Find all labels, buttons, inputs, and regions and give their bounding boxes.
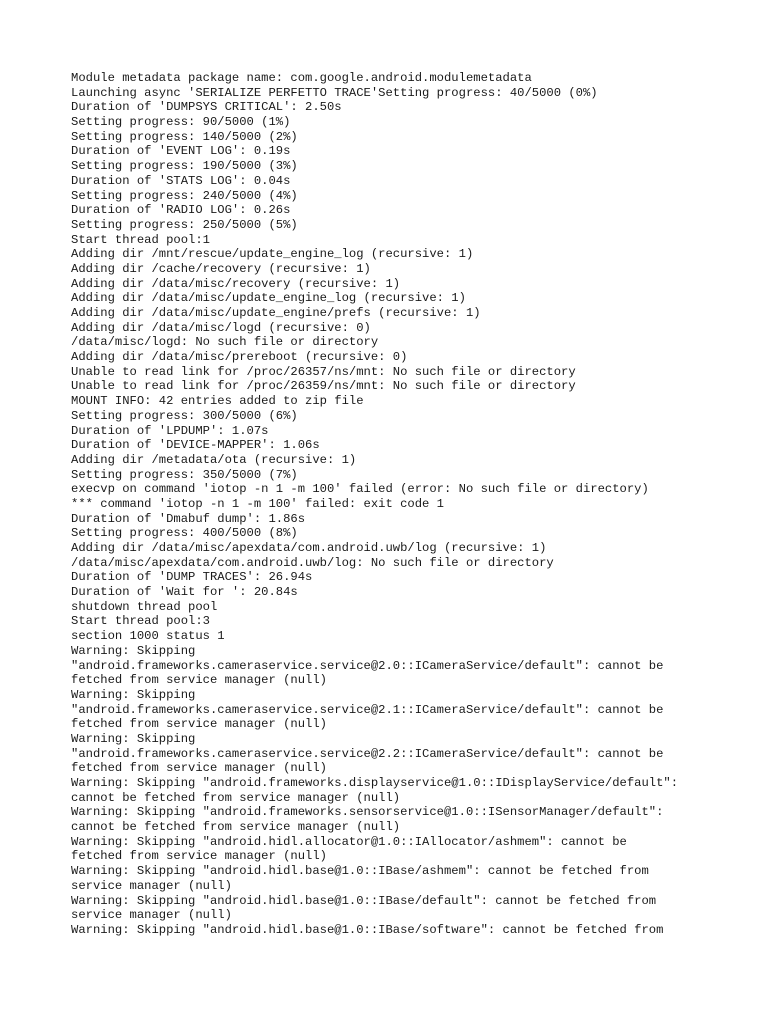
log-line: Duration of 'LPDUMP': 1.07s <box>71 423 269 438</box>
log-line: Setting progress: 350/5000 (7%) <box>71 467 298 482</box>
log-line: Adding dir /data/misc/update_engine/prefs (recursive: 1) <box>71 306 481 320</box>
log-line: Warning: Skipping "android.hidl.base@1.0::IBase/ashmem": cannot be fetched from <box>71 864 649 879</box>
log-line: Duration of 'Dmabuf dump': 1.86s <box>71 511 306 526</box>
log-line: *** command 'iotop -n 1 -m 100' failed: exit code 1 <box>71 496 444 511</box>
log-line: cannot be fetched from service manager (null) <box>71 790 401 805</box>
log-line: Duration of 'EVENT LOG': 0.19s <box>71 144 291 159</box>
log-line: fetched from service manager (null) <box>71 673 327 688</box>
log-line: Duration of 'DUMP TRACES': 26.94s <box>71 570 313 585</box>
log-line: Setting progress: 400/5000 (8%) <box>71 526 298 541</box>
log-line: Duration of 'DUMPSYS CRITICAL': 2.50s <box>71 100 342 115</box>
log-line: Adding dir /data/misc/apexdata/com.android.uwb/log (recursive: 1) <box>71 541 547 555</box>
log-line: cannot be fetched from service manager (null) <box>71 820 401 835</box>
log-line: Warning: Skipping "android.hidl.base@1.0::IBase/default": cannot be fetched from <box>71 893 657 908</box>
log-line: Warning: Skipping "android.hidl.allocator@1.0::IAllocator/ashmem": cannot be <box>71 834 627 849</box>
log-line: Setting progress: 140/5000 (2%) <box>71 129 298 144</box>
log-line: fetched from service manager (null) <box>71 761 327 776</box>
log-line: Warning: Skipping "android.frameworks.sensorservice@1.0::ISensorManager/default": <box>71 805 664 820</box>
log-line: Warning: Skipping "android.hidl.base@1.0::IBase/software": cannot be fetched from <box>71 922 664 937</box>
log-line: service manager (null) <box>71 878 232 893</box>
log-line: Start thread pool:3 <box>71 614 210 629</box>
log-line: Setting progress: 90/5000 (1%) <box>71 115 291 130</box>
log-line: Warning: Skipping <box>71 731 196 746</box>
log-line: Adding dir /data/misc/update_engine_log (recursive: 1) <box>71 291 466 306</box>
log-line: Setting progress: 240/5000 (4%) <box>71 188 298 203</box>
log-line: fetched from service manager (null) <box>71 849 327 864</box>
log-line: MOUNT INFO: 42 entries added to zip file <box>71 394 364 409</box>
log-line: Module metadata package name: com.google.android.modulemetadata <box>71 71 532 85</box>
log-document <box>71 71 711 938</box>
log-line: Setting progress: 300/5000 (6%) <box>71 408 298 423</box>
log-line: "android.frameworks.cameraservice.service@2.1::ICameraService/default": cannot be <box>71 702 664 717</box>
log-line: Warning: Skipping "android.frameworks.displayservice@1.0::IDisplayService/default": <box>71 776 679 790</box>
log-line: Adding dir /data/misc/logd (recursive: 0) <box>71 320 371 335</box>
log-line: Adding dir /mnt/rescue/update_engine_log (recursive: 1) <box>71 247 474 262</box>
log-line: Start thread pool:1 <box>71 232 210 247</box>
log-line: Warning: Skipping <box>71 643 196 658</box>
log-line: service manager (null) <box>71 908 232 923</box>
log-line: Duration of 'STATS LOG': 0.04s <box>71 173 291 188</box>
log-line: execvp on command 'iotop -n 1 -m 100' failed (error: No such file or directory) <box>71 482 649 497</box>
log-line: section 1000 status 1 <box>71 629 225 644</box>
log-line: Setting progress: 190/5000 (3%) <box>71 159 298 174</box>
log-line: Warning: Skipping <box>71 687 196 702</box>
log-line: Adding dir /metadata/ota (recursive: 1) <box>71 452 357 467</box>
log-line: /data/misc/apexdata/com.android.uwb/log: No such file or directory <box>71 555 554 570</box>
log-line: Unable to read link for /proc/26357/ns/mnt: No such file or directory <box>71 364 576 379</box>
log-line: "android.frameworks.cameraservice.service@2.0::ICameraService/default": cannot be <box>71 658 664 673</box>
log-line: "android.frameworks.cameraservice.service@2.2::ICameraService/default": cannot be <box>71 746 664 761</box>
log-line: Duration of 'Wait for ': 20.84s <box>71 585 298 600</box>
log-line: Launching async 'SERIALIZE PERFETTO TRACE'Setting progress: 40/5000 (0%) <box>71 85 598 100</box>
log-line: Duration of 'DEVICE-MAPPER': 1.06s <box>71 438 320 453</box>
log-line: Setting progress: 250/5000 (5%) <box>71 217 298 232</box>
log-line: Adding dir /data/misc/recovery (recursive: 1) <box>71 276 401 291</box>
log-line: Duration of 'RADIO LOG': 0.26s <box>71 203 291 218</box>
log-line: /data/misc/logd: No such file or directory <box>71 335 379 350</box>
log-line: fetched from service manager (null) <box>71 717 327 732</box>
log-line: Unable to read link for /proc/26359/ns/mnt: No such file or directory <box>71 379 576 394</box>
log-line: Adding dir /data/misc/prereboot (recursive: 0) <box>71 350 408 365</box>
log-line: shutdown thread pool <box>71 599 218 614</box>
log-line: Adding dir /cache/recovery (recursive: 1) <box>71 261 371 276</box>
